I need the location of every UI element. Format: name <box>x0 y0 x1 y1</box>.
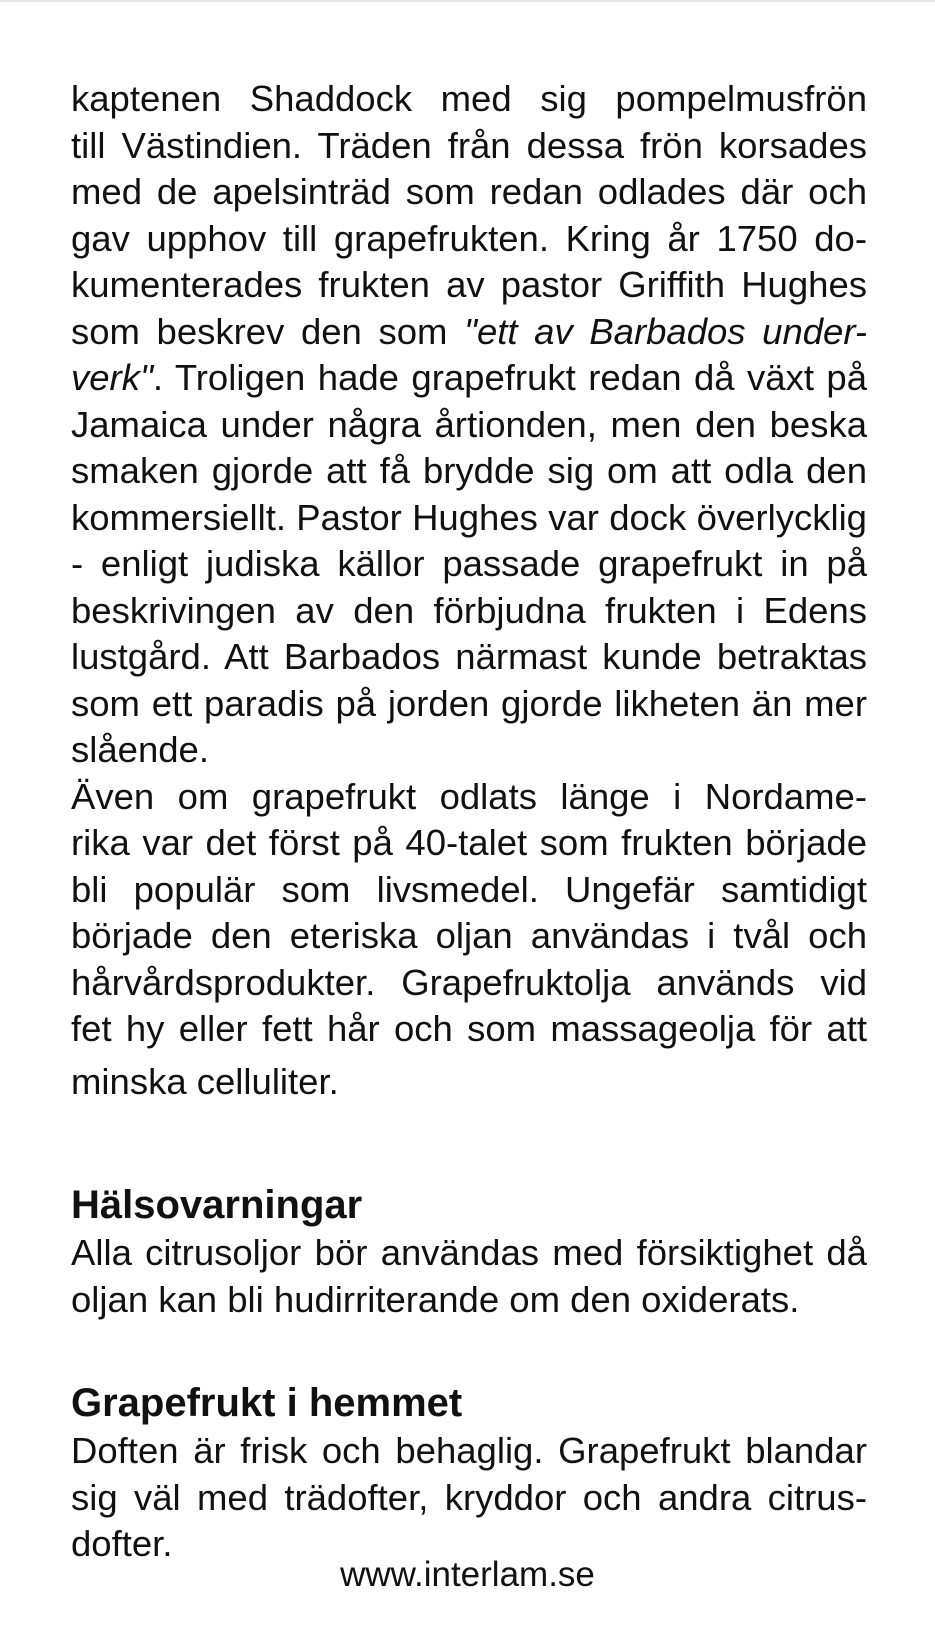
home-text <box>71 1428 867 1568</box>
footer-url: www.interlam.se <box>340 1555 595 1594</box>
text-line: Även om grapefrukt odlats länge i Nordame- <box>71 775 867 817</box>
health-heading: Hälsovarningar <box>71 1183 363 1227</box>
text-line: oljan kan bli hudirriterande om den oxiderats. <box>71 1278 800 1320</box>
health-text <box>71 1230 867 1323</box>
text-line: kumenterades frukten av pastor Griffith Hughes <box>71 264 867 305</box>
text-line: lustgård. Att Barbados närmast kunde betraktas <box>71 636 867 677</box>
text-line: med de apelsinträd som redan odlades där och <box>71 171 867 212</box>
main-text <box>71 76 867 1105</box>
italic-quote: "ett av Barbados under- <box>464 310 867 352</box>
text-line <box>71 355 867 402</box>
text-line: slående. <box>71 729 209 770</box>
text-line: hårvårdsprodukter. Grapefruktolja används vid <box>71 961 867 1003</box>
health-section <box>71 1180 867 1323</box>
text-line: minska celluliter. <box>71 1060 339 1102</box>
text-line: bli populär som livsmedel. Ungefär samtidigt <box>71 868 867 910</box>
text-line: smaken gjorde att få brydde sig om att odla den <box>71 450 867 491</box>
text-line: kaptenen Shaddock med sig pompelmusfrön <box>71 78 867 119</box>
home-heading: Grapefrukt i hemmet <box>71 1381 463 1425</box>
text-line: dofter. <box>71 1523 173 1564</box>
second-paragraph <box>71 774 867 1106</box>
text-line: som ett paradis på jorden gjorde likheten än mer <box>71 682 867 724</box>
text-line: Jamaica under några årtionden, men den beska <box>71 403 867 445</box>
text-line <box>71 309 867 356</box>
text-fragment: . Troligen hade grapefrukt redan då växt på <box>152 357 867 398</box>
intro-paragraph <box>71 76 867 774</box>
text-line: fet hy eller fett hår och som massageolja för att <box>71 1008 867 1049</box>
text-line: - enligt judiska källor passade grapefrukt in på <box>71 543 867 584</box>
text-line: kommersiellt. Pastor Hughes var dock överlycklig <box>71 496 867 538</box>
italic-quote: verk" <box>71 357 153 398</box>
text-line: började den eteriska oljan användas i tvål och <box>71 915 867 956</box>
text-line: beskrivingen av den förbjudna frukten i Edens <box>71 589 867 631</box>
text-fragment: som beskrev den som <box>71 310 465 352</box>
text-line: sig väl med trädofter, kryddor och andra citrus- <box>71 1476 867 1518</box>
home-section <box>71 1378 867 1568</box>
text-line: till Västindien. Träden från dessa frön korsades <box>71 124 867 166</box>
top-divider <box>0 0 935 2</box>
text-line: rika var det först på 40-talet som frukten började <box>71 822 867 863</box>
text-line: Alla citrusoljor bör användas med försiktighet då <box>71 1232 867 1273</box>
text-line: gav upphov till grapefrukten. Kring år 1750 do- <box>71 217 867 259</box>
text-line: Doften är frisk och behaglig. Grapefrukt blandar <box>71 1430 867 1471</box>
